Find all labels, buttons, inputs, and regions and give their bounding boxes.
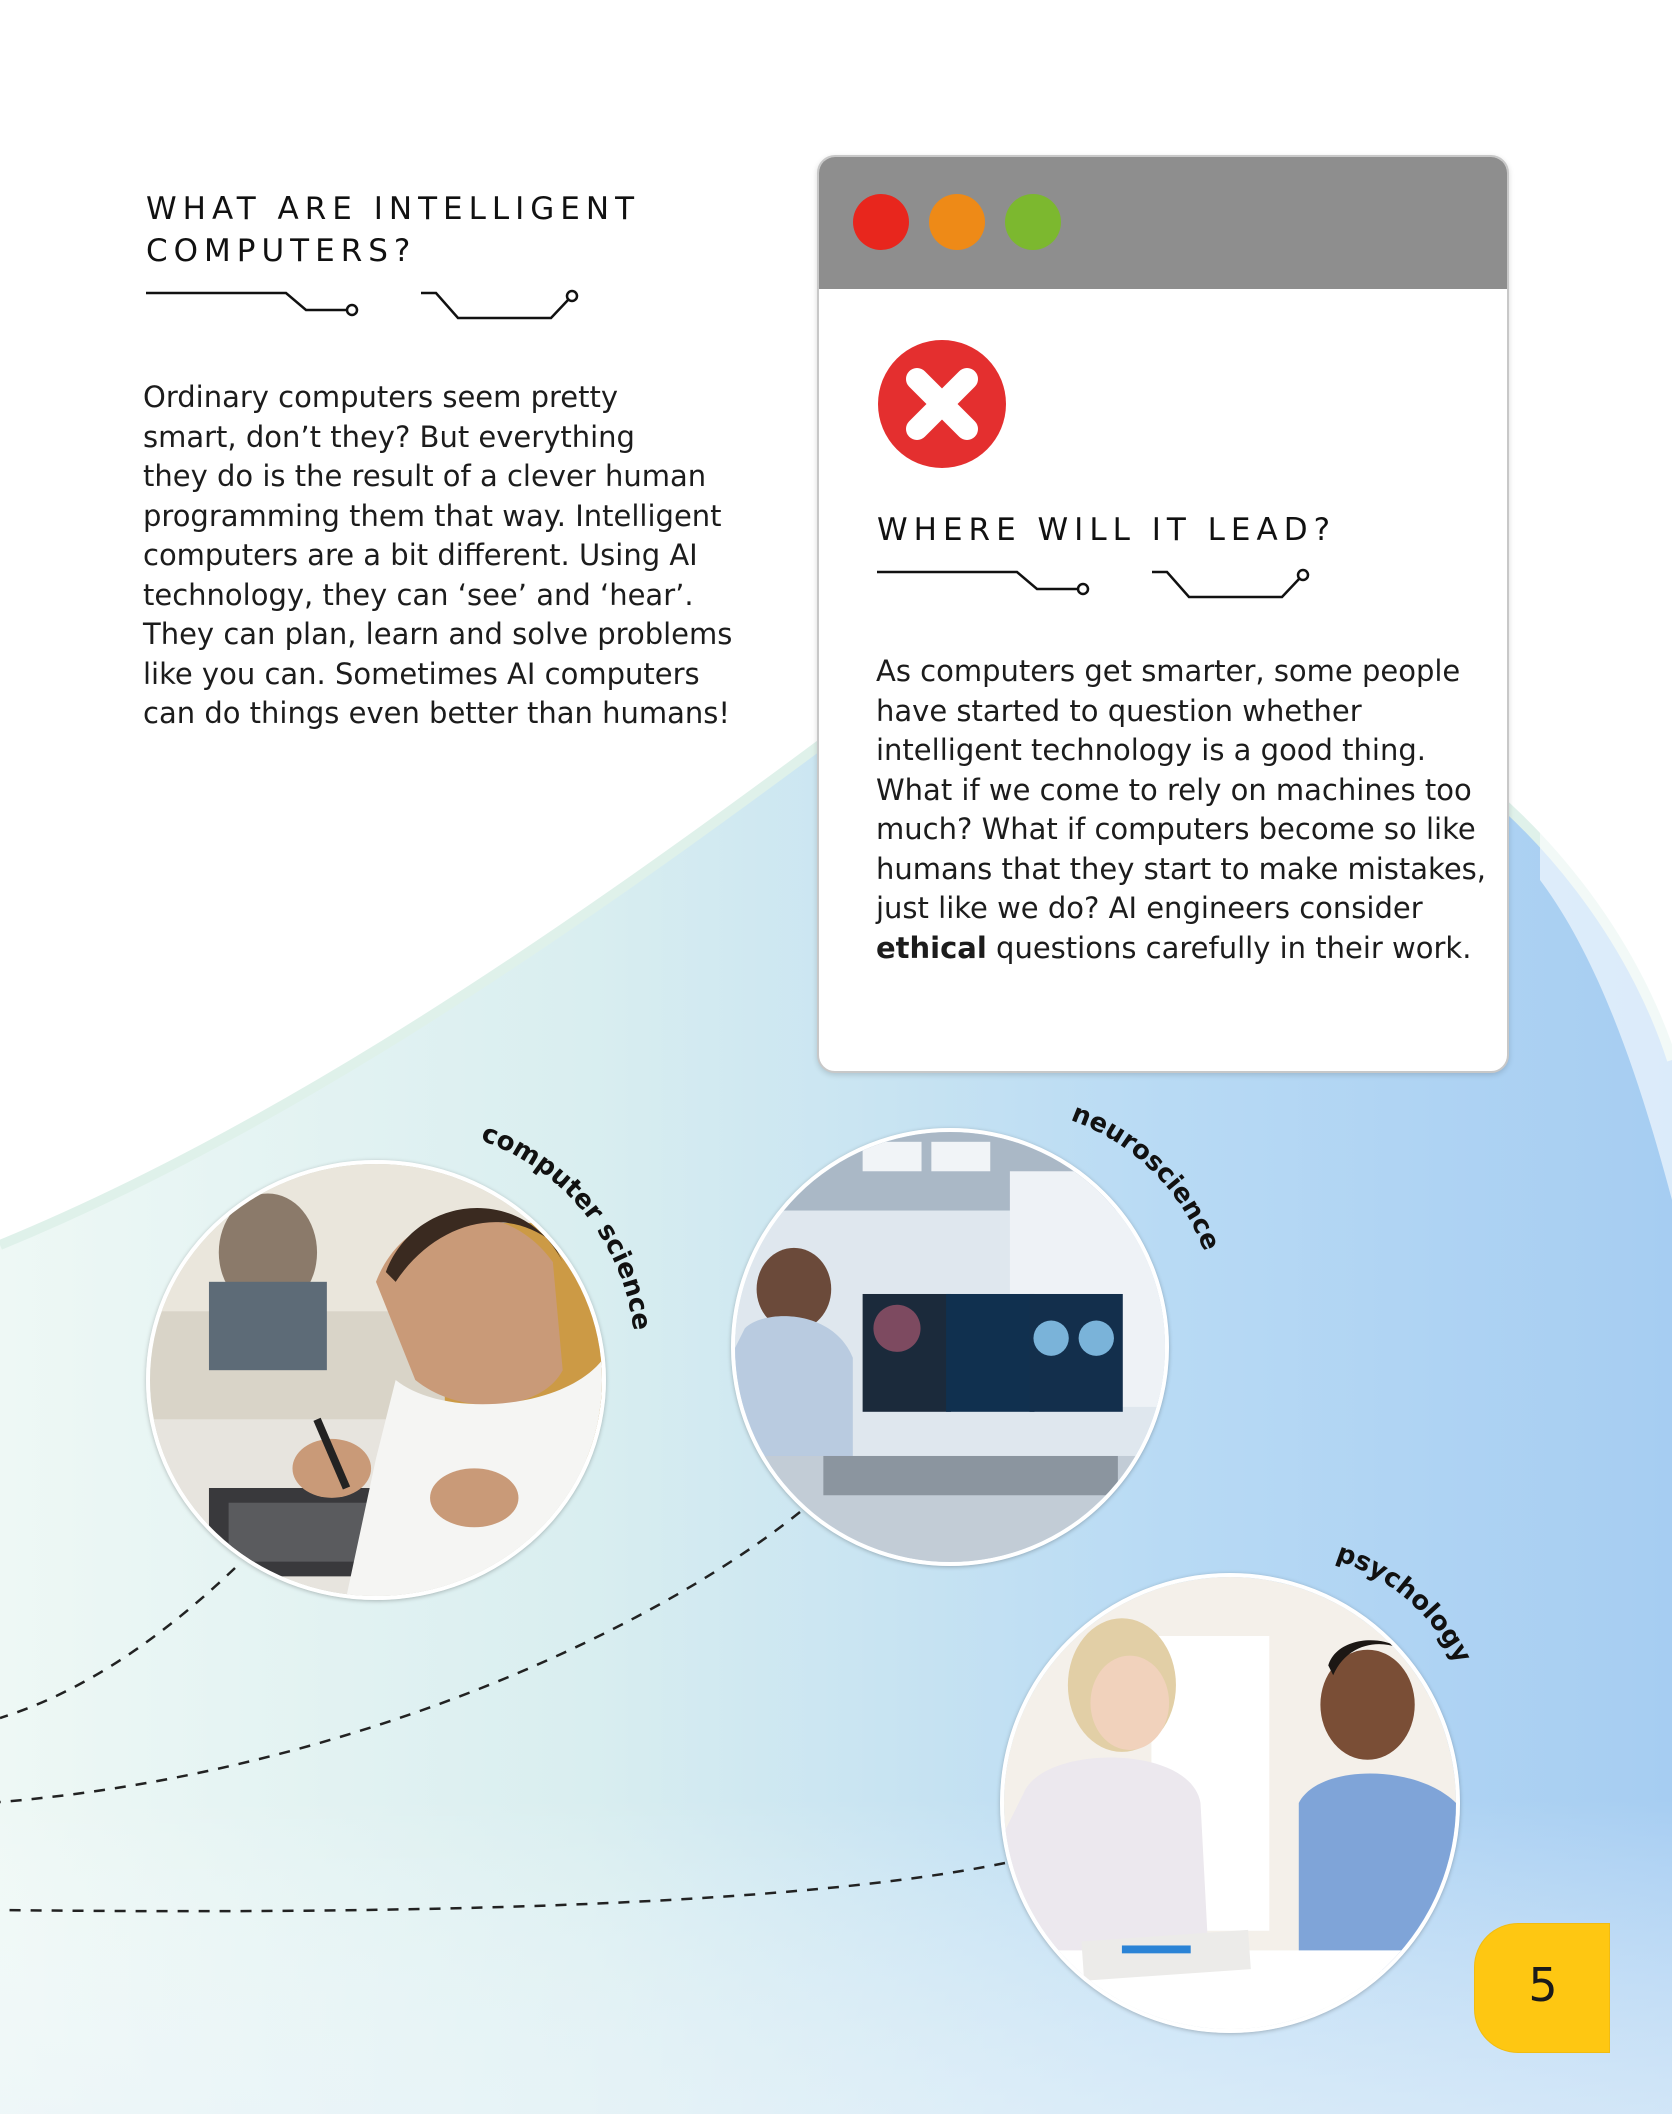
card-line: As computers get smarter, some people — [876, 654, 1461, 688]
red-window-dot — [853, 194, 909, 250]
card-line: humans that they start to make mistakes, — [876, 851, 1486, 886]
card-paragraph — [876, 652, 1496, 968]
circuit-divider — [146, 288, 586, 328]
intro-paragraph — [143, 378, 733, 734]
page-number: 5 — [1528, 1958, 1558, 2012]
label-computer-science — [430, 1110, 670, 1410]
glossary-term-ethical: ethical — [876, 930, 987, 965]
card-line: much? What if computers become so like — [876, 812, 1476, 846]
intro-line: smart, don’t they? But everything — [143, 419, 635, 454]
intro-line: computers are a bit different. Using AI — [143, 538, 698, 572]
orange-window-dot — [929, 194, 985, 250]
intro-line: like you can. Sometimes AI computers — [143, 656, 700, 691]
card-line: What if we come to rely on machines too — [876, 772, 1472, 807]
card-line: just like we do? AI engineers consider — [876, 891, 1423, 925]
card-line-rest: questions carefully in their work. — [986, 930, 1472, 965]
intro-line: They can plan, learn and solve problems — [143, 617, 733, 651]
neuroscience-label: neuroscience — [1067, 1100, 1226, 1255]
window-title-bar — [819, 157, 1507, 289]
intro-line: Ordinary computers seem pretty — [143, 380, 619, 414]
intro-line: programming them that way. Intelligent — [143, 498, 722, 533]
section-heading-intelligent-computers: WHAT ARE INTELLIGENT COMPUTERS? — [146, 191, 641, 269]
svg-text:neuroscience — [1067, 1100, 1225, 1255]
intro-line: they do is the result of a clever human — [143, 459, 707, 493]
green-window-dot — [1005, 194, 1061, 250]
close-x-icon — [875, 337, 1009, 471]
computer-science-label: computer science — [477, 1118, 657, 1333]
card-line — [876, 929, 1496, 969]
label-psychology — [1320, 1540, 1490, 1710]
label-neuroscience — [1040, 1100, 1240, 1280]
svg-text:psychology — [1333, 1540, 1478, 1668]
intro-line: technology, they can ‘see’ and ‘hear’. — [143, 577, 694, 612]
intro-line: can do things even better than humans! — [143, 696, 731, 730]
browser-window-card — [817, 155, 1509, 1073]
svg-text:computer science — [478, 1118, 657, 1332]
card-line: intelligent technology is a good thing. — [876, 733, 1426, 767]
psychology-label: psychology — [1332, 1540, 1478, 1668]
card-heading: WHERE WILL IT LEAD? — [877, 512, 1337, 548]
circuit-divider — [877, 567, 1317, 607]
card-line: have started to question whether — [876, 693, 1362, 728]
